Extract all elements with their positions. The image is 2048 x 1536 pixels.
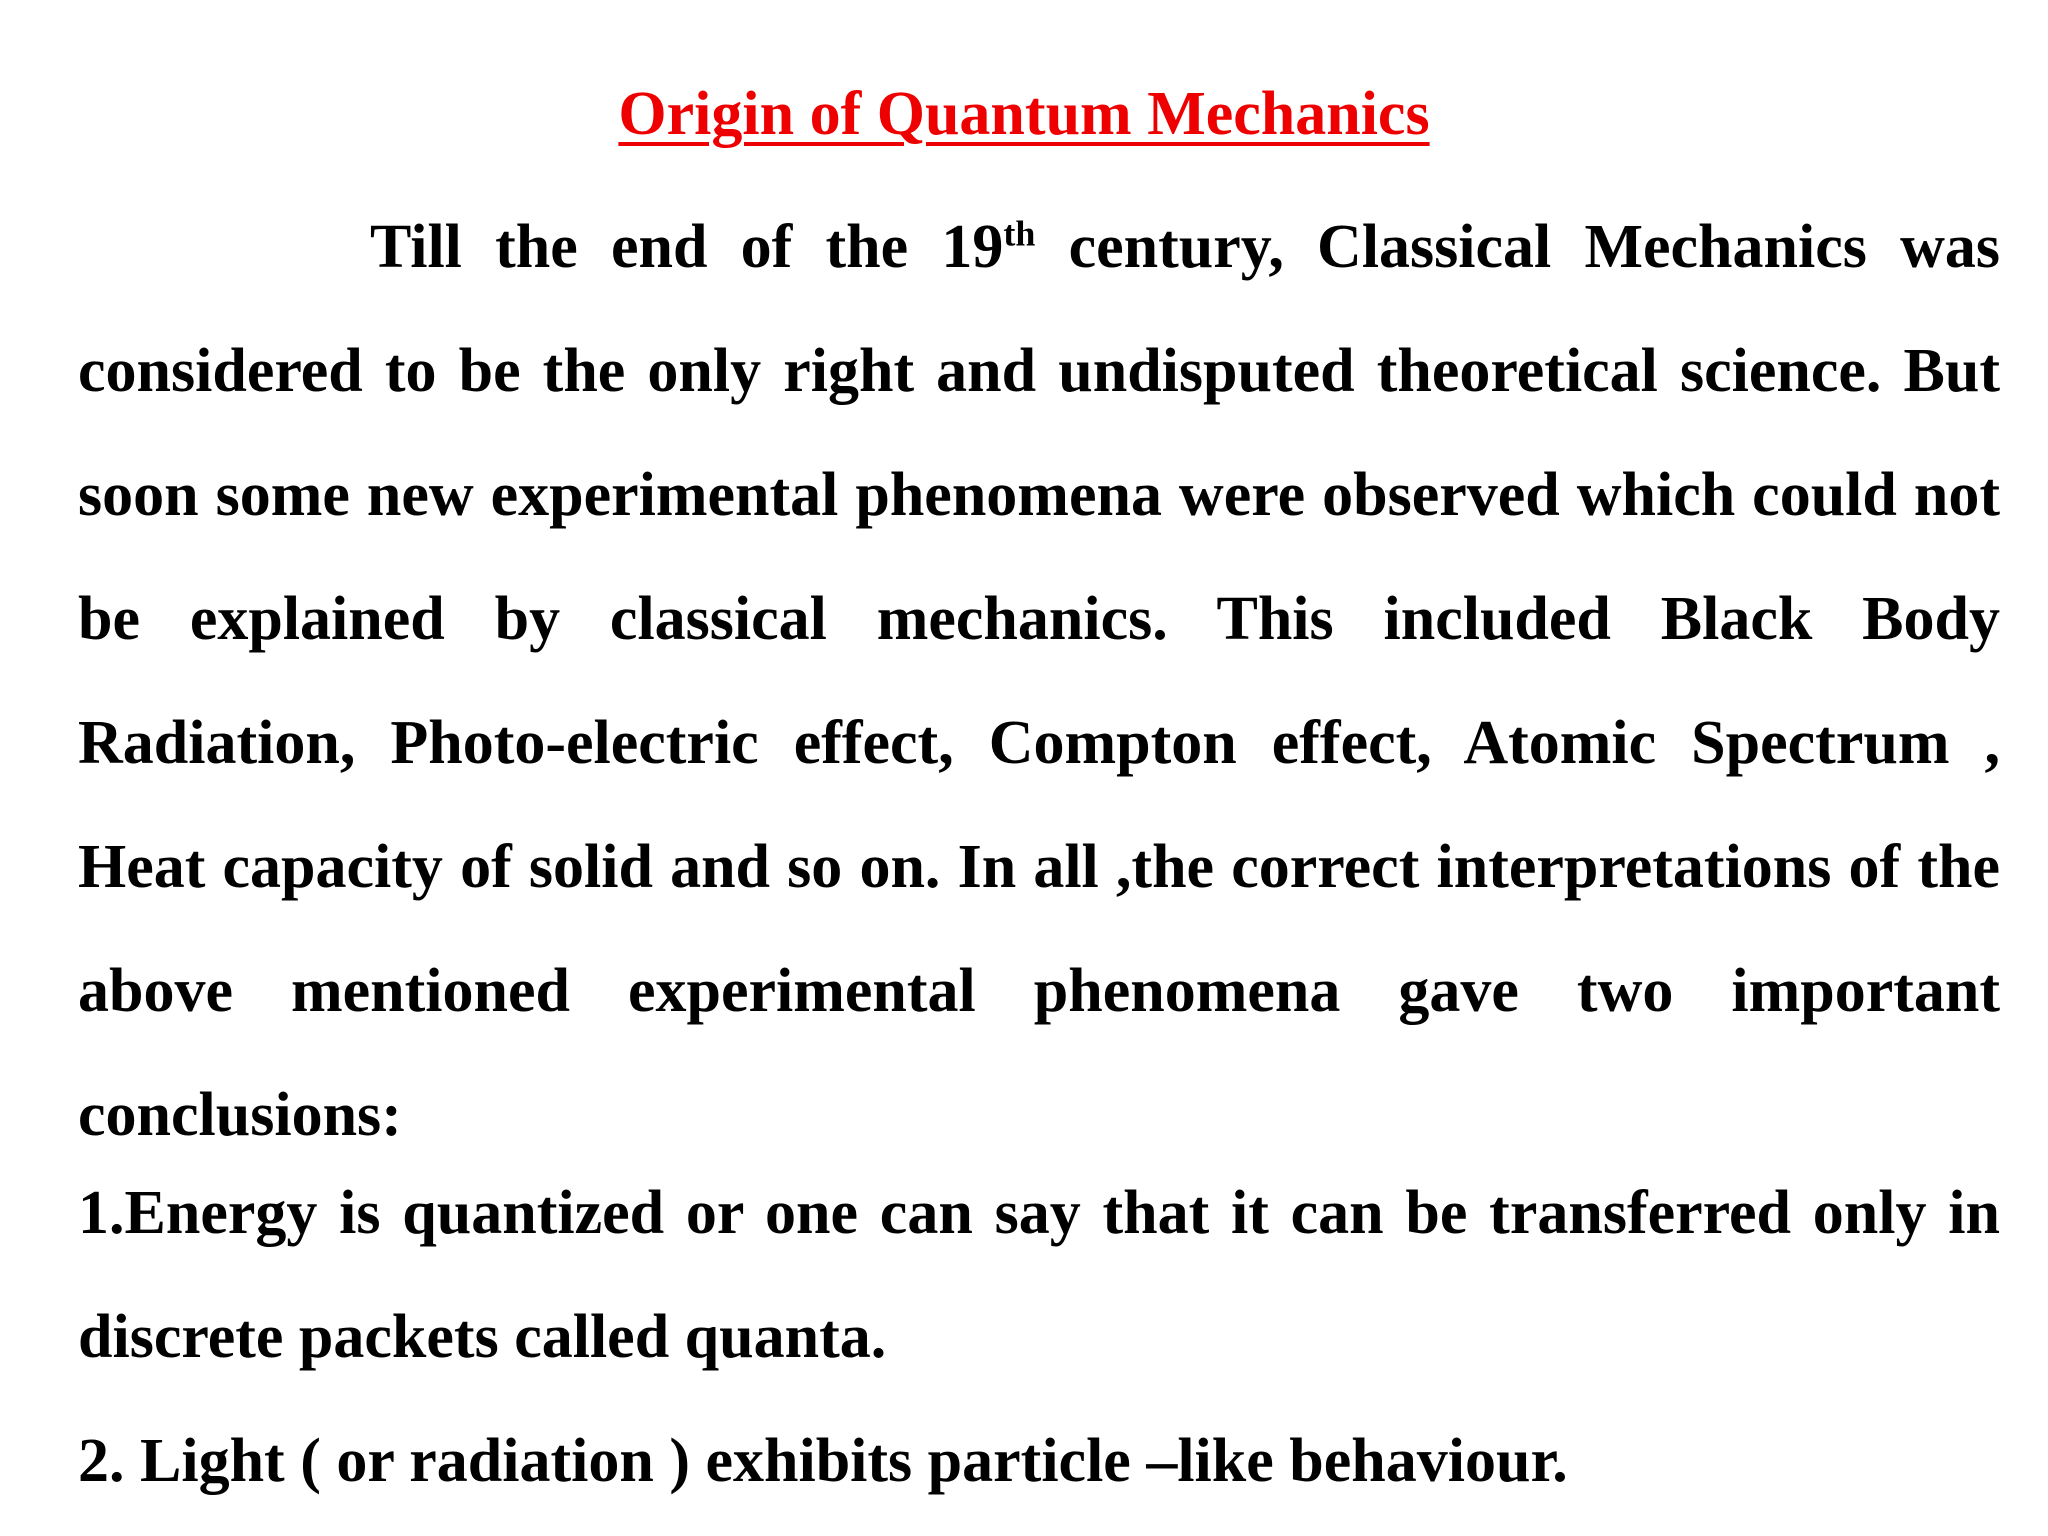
conclusion-item-1: 1.Energy is quantized or one can say that it can be transferred only in discrete packets called quanta. xyxy=(78,1179,2000,1371)
page-title: Origin of Quantum Mechanics xyxy=(618,80,1430,148)
conclusion-item-2: 2. Light ( or radiation ) exhibits particle –like behaviour. xyxy=(78,1427,1568,1495)
superscript-th: th xyxy=(1003,213,1036,254)
paragraph-text-rest: century, Classical Mechanics was considered to be the only right and undisputed theoretical science. But soon some new experimental phenomena were observed which could not be explained by classical mechanics. This included Black Body Radiation, Photo-electric effect, Compton effect, Atomic Spectrum , Heat capacity of solid and so on. In all ,the correct interpretations of the above mentioned experimental phenomena gave two important conclusions: xyxy=(78,213,2000,1149)
paragraph-text-start: Till the end of the 19 xyxy=(370,213,1004,281)
intro-paragraph xyxy=(78,185,2000,1177)
